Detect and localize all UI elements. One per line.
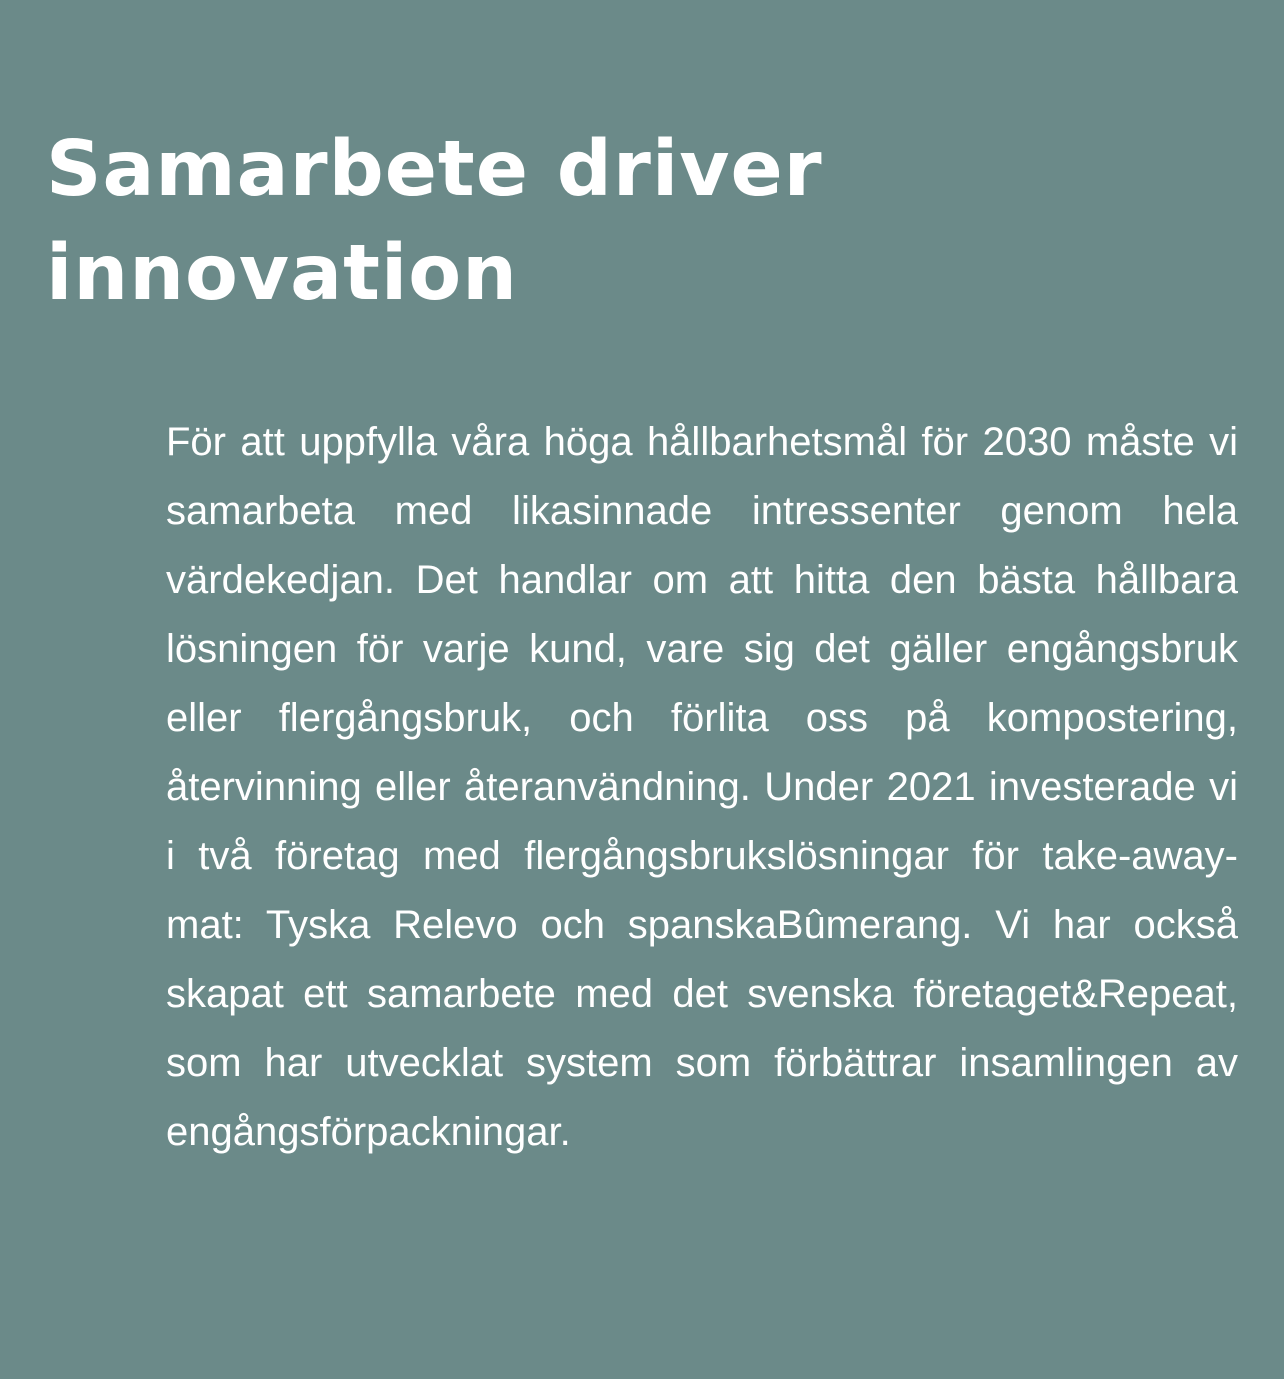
body-paragraph: För att uppfylla våra höga hållbarhetsmål för 2030 måste vi samarbeta med likasinnade intressenter genom hela värdekedjan. Det handlar om att hitta den bästa hållbara lösningen för varje kund, vare sig det gäller engångsbruk eller flergångsbruk, och förlita oss på kompostering, återvinning eller återanvändning. Under 2021 investerade vi i två företag med flergångsbrukslösningar för take-away-mat: Tyska Relevo och spanskaBûmerang. Vi har också skapat ett samarbete med det svenska företaget&Repeat, som har utvecklat system som förbättrar insamlingen av engångsförpackningar. — [166, 420, 1238, 1154]
page-title — [46, 118, 946, 326]
page-title-line-2: innovation — [46, 229, 518, 318]
page-title-line-1: Samarbete driver — [46, 125, 823, 214]
